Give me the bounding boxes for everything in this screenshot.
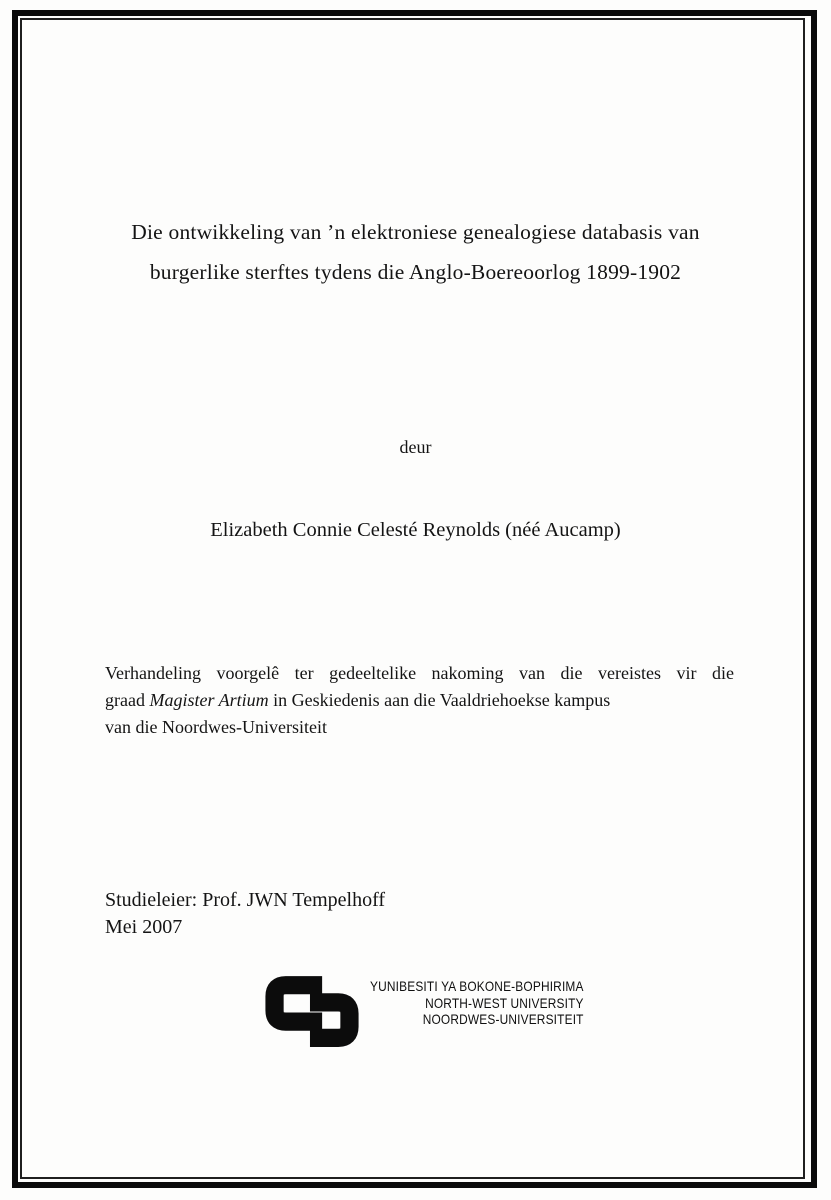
submission-statement — [105, 660, 734, 741]
university-logo — [257, 971, 621, 1052]
thesis-title-line-2: burgerlike sterftes tydens die Anglo-Boereoorlog 1899-1902 — [149, 260, 682, 284]
degree-name-italic: Magister Artium — [149, 690, 269, 710]
thesis-title — [55, 212, 776, 292]
submission-line-3: van die Noordwes-Universiteit — [105, 717, 327, 737]
submission-line-2-post: in Geskiedenis aan die Vaaldriehoekse kampus — [268, 690, 611, 710]
date-line: Mei 2007 — [105, 916, 183, 938]
supervisor-line: Studieleier: Prof. JWN Tempelhoff — [105, 889, 386, 911]
submission-line-1: Verhandeling voorgelê ter gedeeltelike nakoming van die vereistes vir die — [105, 663, 734, 683]
author-name: Elizabeth Connie Celesté Reynolds (néé Aucamp) — [210, 519, 621, 541]
university-logo-icon — [257, 971, 367, 1052]
submission-line-2 — [105, 687, 734, 714]
byline-deur: deur — [399, 437, 432, 457]
university-name-afrikaans: NOORDWES-UNIVERSITEIT — [422, 1011, 584, 1027]
supervisor-block — [105, 887, 385, 941]
submission-line-2-pre: graad — [105, 690, 150, 710]
university-name-setswana: YUNIBESITI YA BOKONE-BOPHIRIMA — [370, 978, 584, 994]
university-name-english: NORTH-WEST UNIVERSITY — [425, 994, 584, 1011]
university-logo-text — [370, 978, 584, 1028]
thesis-title-line-1: Die ontwikkeling van ’n elektroniese genealogiese databasis van — [131, 220, 700, 244]
